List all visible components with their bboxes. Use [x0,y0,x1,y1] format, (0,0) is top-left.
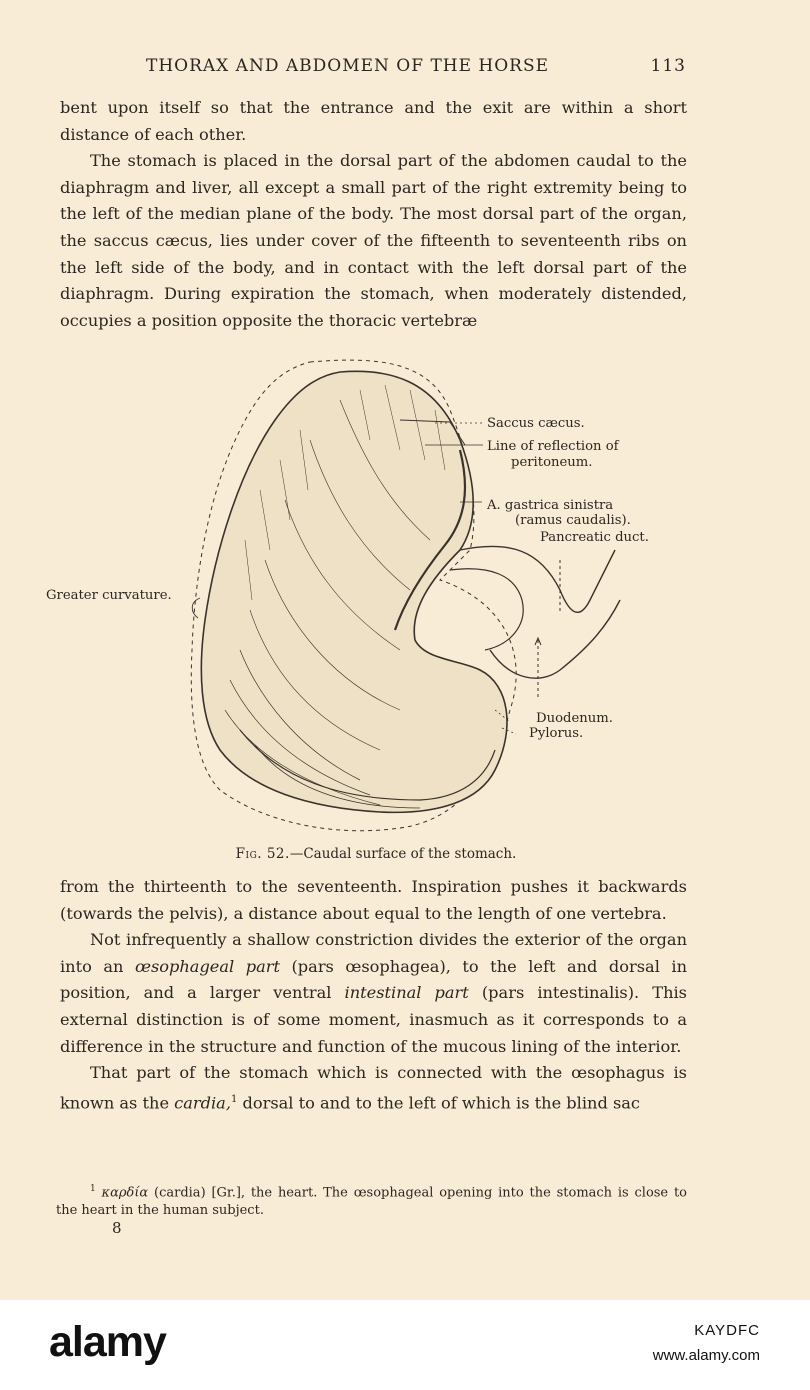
paragraph-stomach-position: The stomach is placed in the dorsal part of the abdomen caudal to the diaphragm and liver, all except a small part of the right extremity being to the left of the median plane of the body. The most dorsal part of the organ, the saccus cæcus, lies under cover of the fifteenth to seventeenth ribs on the left side of the body, and in contact with the left dorsal part of the diaphragm. During expiration the stomach, when moderately distended, occupies a position opposite the thoracic vertebræ [60,151,687,330]
caption-figure-number: Fig. 52. [235,846,290,862]
text-run: (pars œsophagea), to the left and dorsal in position, and a larger ventral [60,956,687,1003]
label-peritoneum: peritoneum. [511,455,593,470]
text-run: Not infrequently a shallow constriction divides the exterior of the organ into an [60,930,687,976]
image-code: KAYDFC [694,1322,760,1339]
label-pylorus: Pylorus. [529,726,584,741]
footnote-marker: 1 [90,1184,96,1194]
paragraph-inspiration: from the thirteenth to the seventeenth. Inspiration pushes it backwards (towards the pelvis), a distance about equal to the length of one vertebra. [60,877,687,923]
term-oesophageal-part: œsophageal part [134,956,280,976]
label-duodenum: Duodenum. [536,711,613,726]
paragraph-constriction [60,927,687,1060]
body-text-top [60,95,687,334]
label-pancreatic-duct: Pancreatic duct. [540,530,649,545]
paragraph-continuation: bent upon itself so that the entrance and the exit are within a short distance of each other. [60,98,687,144]
term-intestinal-part: intestinal part [344,983,469,1003]
label-gastrica-sinistra: A. gastrica sinistra [487,498,614,513]
footnote-ref: 1 [230,1093,238,1105]
signature-mark: 8 [112,1219,122,1237]
footnote [56,1181,687,1219]
text-run: That part of the stomach which is connected with the œsophagus is known as the [60,1063,687,1113]
running-head [146,56,686,80]
label-saccus-caecus: Saccus cæcus. [487,416,585,431]
alamy-logo: alamy [49,1318,166,1366]
watermark-url: www.alamy.com [652,1347,760,1364]
term-cardia: cardia, [174,1093,231,1113]
footnote-greek: καρδία [101,1185,149,1201]
footnote-text: (cardia) [Gr.], the heart. The œsophageal opening into the stomach is close to the heart in the human subject. [56,1185,687,1218]
text-run: (pars intestinalis). This external distinction is of some moment, inasmuch as it corresponds to a difference in the structure and function of the mucous lining of the interior. [60,983,687,1056]
label-line-of-reflection: Line of reflection of [487,439,619,454]
label-greater-curvature: Greater curvature. [46,588,172,603]
caption-text: —Caudal surface of the stomach. [289,846,517,862]
page-number: 113 [650,56,686,76]
label-ramus-caudalis: (ramus caudalis). [515,513,631,528]
paragraph-cardia [60,1060,687,1117]
figure-caption [0,846,752,862]
text-run: dorsal to and to the left of which is the blind sac [237,1093,640,1113]
figure-stomach [40,350,720,840]
body-text-bottom [60,874,687,1117]
stock-watermark-bar [0,1300,810,1390]
running-title: THORAX AND ABDOMEN OF THE HORSE [146,56,550,76]
